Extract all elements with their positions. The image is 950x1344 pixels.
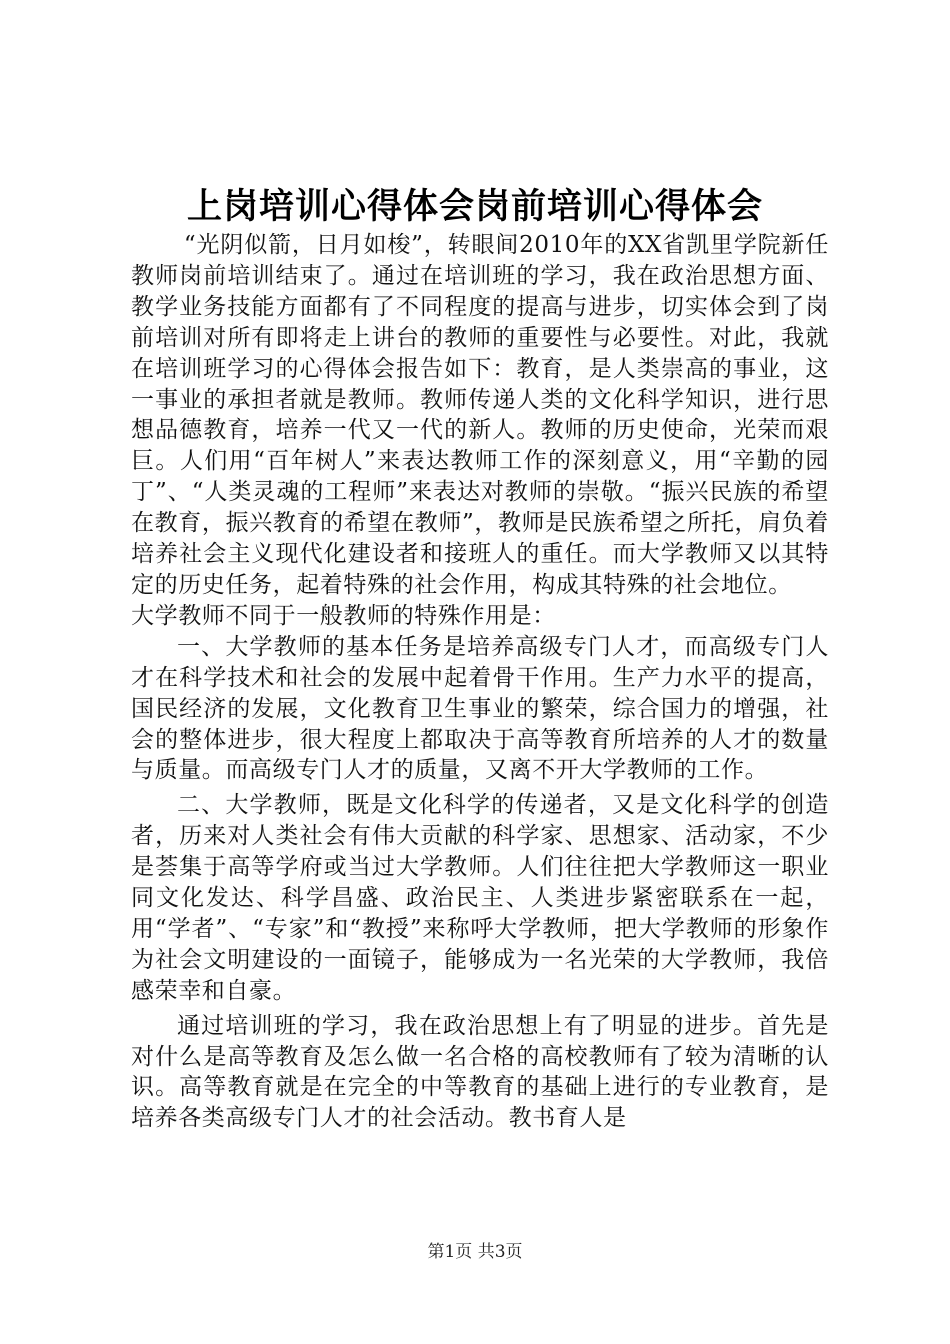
document-title: 上岗培训心得体会岗前培训心得体会 — [186, 186, 763, 227]
paragraph-intro: “光阴似箭，日月如梭”，转眼间2010年的XX省凯里学院新任教师岗前培训结束了。通过在培训班的学习，我在政治思想方面、教学业务技能方面都有了不同程度的提高与进步，切实体会到了岗前培训对所有即将走上讲台的教师的重要性与必要性。对此，我就在培训班学习的心得体会报告如下：教育，是人类崇高的事业，这一事业的承担者就是教师。教师传递人类的文化科学知识，进行思想品德教育，培养一代又一代的新人。教师的历史使命，光荣而艰巨。人们用“百年树人”来表达教师工作的深刻意义，用“辛勤的园丁”、“人类灵魂的工程师”来表达对教师的崇敬。“振兴民族的希望在教育，振兴教育的希望在教师”，教师是民族希望之所托，肩负着培养社会主义现代化建设者和接班人的重任。而大学教师又以其特定的历史任务，起着特殊的社会作用，构成其特殊的社会地位。 — [131, 232, 829, 598]
document-body — [131, 230, 829, 1134]
paragraph-training-result: 通过培训班的学习，我在政治思想上有了明显的进步。首先是对什么是高等教育及怎么做一名合格的高校教师有了较为清晰的认识。高等教育就是在完全的中等教育的基础上进行的专业教育，是培养各类高级专门人才的社会活动。教书育人是 — [131, 1012, 829, 1132]
paragraph-point-two: 二、大学教师，既是文化科学的传递者，又是文化科学的创造者，历来对人类社会有伟大贡献的科学家、思想家、活动家，不少是荟集于高等学府或当过大学教师。人们往往把大学教师这一职业同文化发达、科学昌盛、政治民主、人类进步紧密联系在一起，用“学者”、“专家”和“教授”来称呼大学教师，把大学教师的形象作为社会文明建设的一面镜子，能够成为一名光荣的大学教师，我倍感荣幸和自豪。 — [131, 792, 829, 1004]
paragraph-point-one: 一、大学教师的基本任务是培养高级专门人才，而高级专门人才在科学技术和社会的发展中起着骨干作用。生产力水平的提高，国民经济的发展，文化教育卫生事业的繁荣，综合国力的增强，社会的整体进步，很大程度上都取决于高等教育所培养的人才的数量与质量。而高级专门人才的质量，又离不开大学教师的工作。 — [131, 633, 829, 784]
paragraph-lead-in: 大学教师不同于一般教师的特殊作用是： — [131, 602, 556, 629]
page-number-footer: 第1页 共3页 — [427, 1242, 523, 1262]
